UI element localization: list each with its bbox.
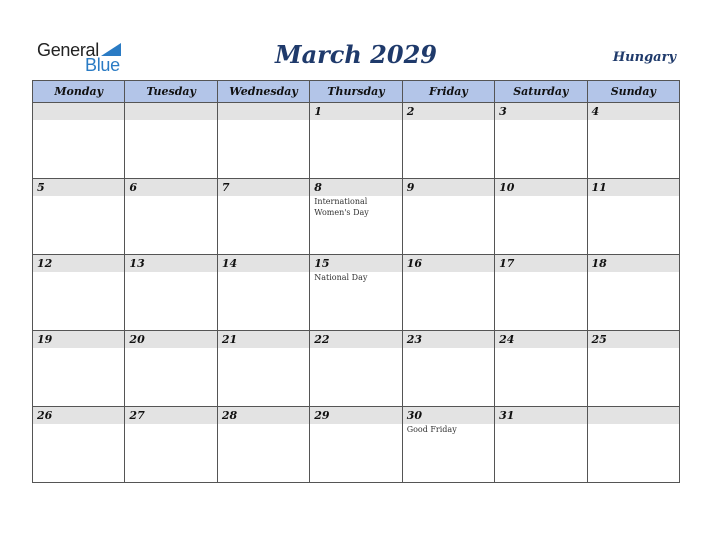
holiday-label: Good Friday (406, 425, 457, 434)
day-number: 14 (218, 255, 309, 272)
day-number: 5 (33, 179, 124, 196)
day-cell (33, 103, 125, 179)
day-cell (587, 255, 679, 331)
week-row (33, 179, 680, 255)
day-cell (125, 407, 217, 483)
weekday-header: Thursday (310, 81, 402, 103)
day-number (125, 103, 216, 120)
day-cell (125, 255, 217, 331)
day-number: 20 (125, 331, 216, 348)
day-number: 18 (588, 255, 679, 272)
day-cell (125, 331, 217, 407)
day-cell (495, 179, 587, 255)
day-cell (125, 103, 217, 179)
day-cell (495, 407, 587, 483)
day-number: 1 (310, 103, 401, 120)
day-cell (402, 179, 494, 255)
weekday-header-row (33, 81, 680, 103)
day-number: 26 (33, 407, 124, 424)
day-cell (310, 103, 402, 179)
month-calendar (32, 80, 680, 483)
day-number: 24 (495, 331, 586, 348)
day-number: 11 (588, 179, 679, 196)
day-number: 8 (310, 179, 401, 196)
week-row (33, 255, 680, 331)
weekday-header: Sunday (587, 81, 679, 103)
day-number: 21 (218, 331, 309, 348)
day-cell (217, 103, 309, 179)
calendar-title: March 2029 (275, 40, 437, 69)
day-number: 10 (495, 179, 586, 196)
weekday-header: Friday (402, 81, 494, 103)
day-number: 13 (125, 255, 216, 272)
day-number: 17 (495, 255, 586, 272)
day-cell (310, 407, 402, 483)
country-label: Hungary (612, 50, 676, 65)
day-cell (587, 103, 679, 179)
day-cell (402, 331, 494, 407)
day-number: 25 (588, 331, 679, 348)
holiday-label: National Day (314, 273, 368, 282)
holiday-label: International Women's Day (314, 197, 369, 217)
day-cell (310, 331, 402, 407)
day-number: 31 (495, 407, 586, 424)
weekday-header: Monday (33, 81, 125, 103)
day-number: 23 (403, 331, 494, 348)
day-number: 28 (218, 407, 309, 424)
day-number: 7 (218, 179, 309, 196)
day-cell (310, 179, 402, 255)
day-number (588, 407, 679, 424)
day-cell (495, 103, 587, 179)
day-cell (217, 407, 309, 483)
day-cell (495, 255, 587, 331)
day-cell (587, 179, 679, 255)
day-cell (587, 331, 679, 407)
day-cell (125, 179, 217, 255)
day-cell (217, 255, 309, 331)
day-cell (217, 179, 309, 255)
weekday-header: Saturday (495, 81, 587, 103)
day-number: 30 (403, 407, 494, 424)
day-cell (310, 255, 402, 331)
day-cell (402, 407, 494, 483)
day-cell (402, 103, 494, 179)
day-number: 19 (33, 331, 124, 348)
logo-text-blue: Blue (85, 55, 120, 75)
day-number (218, 103, 309, 120)
day-cell (33, 407, 125, 483)
day-number: 12 (33, 255, 124, 272)
day-cell (33, 331, 125, 407)
day-number: 3 (495, 103, 586, 120)
day-number: 27 (125, 407, 216, 424)
day-cell (495, 331, 587, 407)
week-row (33, 103, 680, 179)
weekday-header: Wednesday (217, 81, 309, 103)
day-cell (587, 407, 679, 483)
day-cell (402, 255, 494, 331)
day-number: 9 (403, 179, 494, 196)
day-cell (217, 331, 309, 407)
day-cell (33, 255, 125, 331)
weekday-header: Tuesday (125, 81, 217, 103)
day-number: 15 (310, 255, 401, 272)
week-row (33, 331, 680, 407)
week-row (33, 407, 680, 483)
day-number: 16 (403, 255, 494, 272)
logo-text-general: General (37, 40, 99, 60)
day-number: 2 (403, 103, 494, 120)
day-number: 4 (588, 103, 679, 120)
day-cell (33, 179, 125, 255)
day-number: 22 (310, 331, 401, 348)
day-number (33, 103, 124, 120)
day-number: 29 (310, 407, 401, 424)
day-number: 6 (125, 179, 216, 196)
